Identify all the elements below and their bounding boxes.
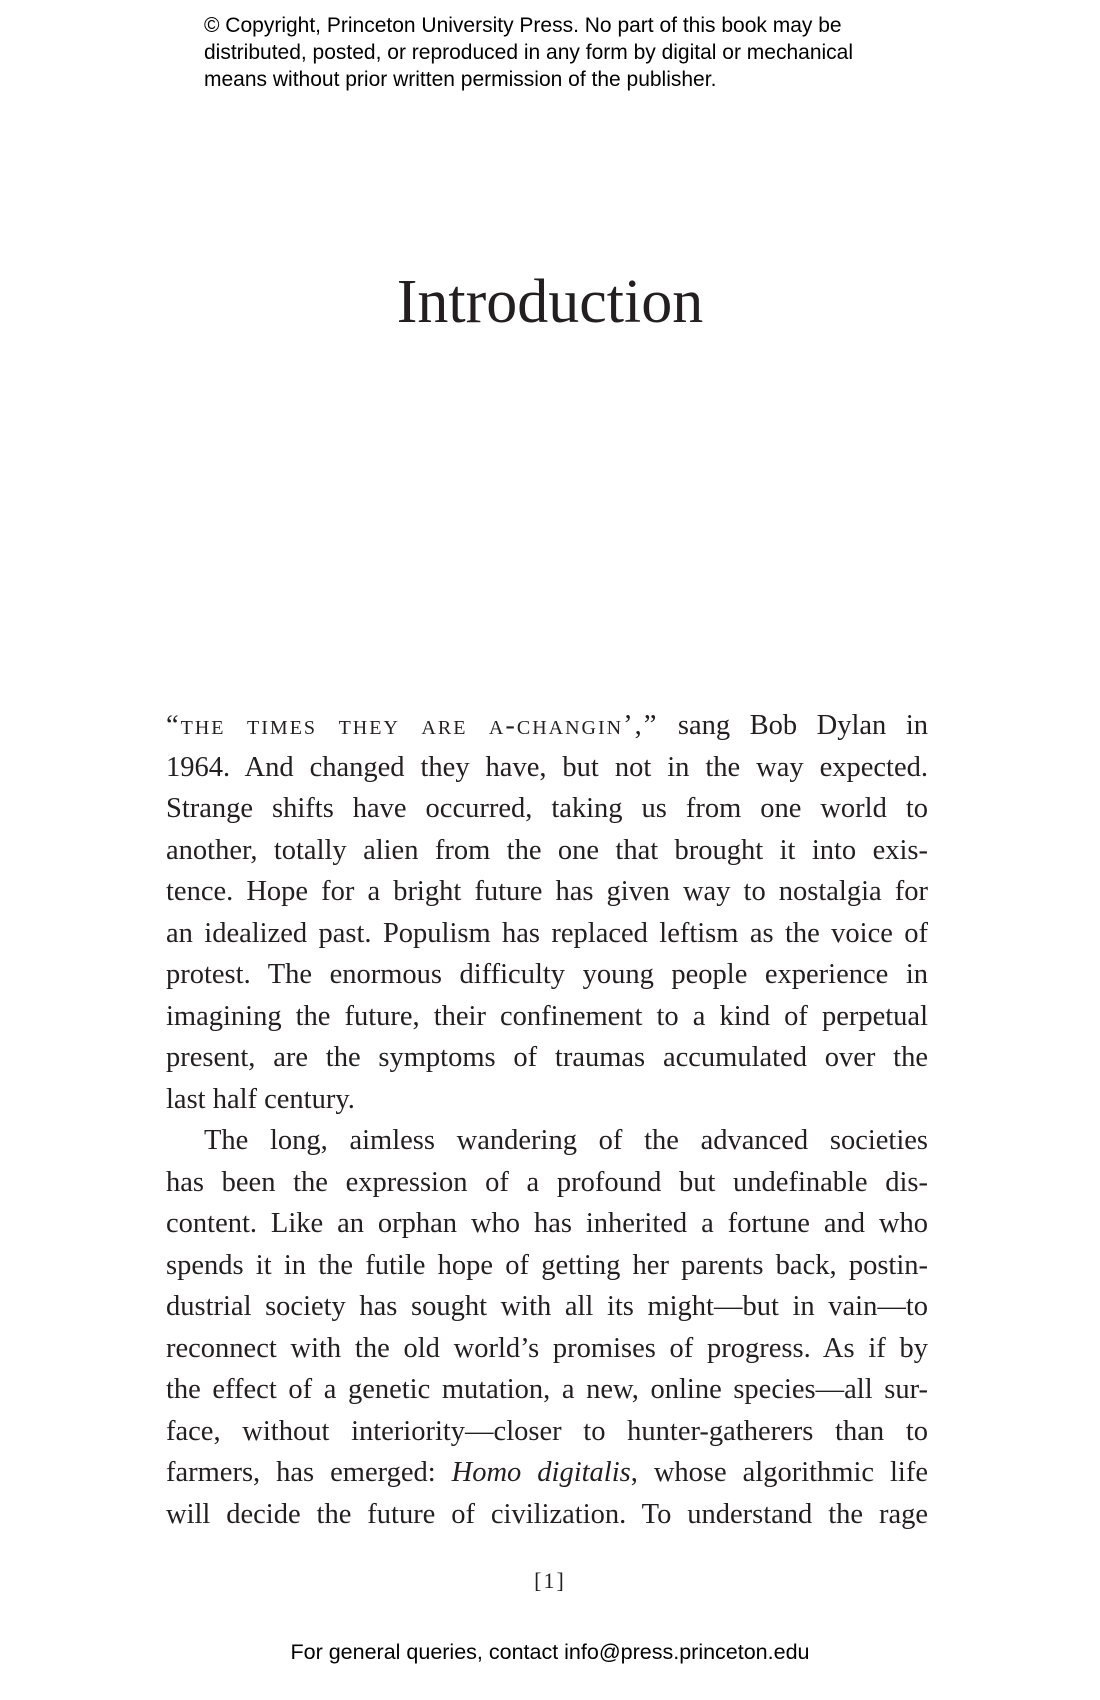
- footer-contact: For general queries, contact info@press.princeton.edu: [290, 1640, 810, 1664]
- copyright-line: means without prior written permission of the publisher.: [204, 68, 717, 91]
- text-line: imagining the future, their confinement to a kind of perpetual: [166, 1000, 928, 1032]
- text-line: another, totally alien from the one that brought it into exis-: [166, 834, 928, 866]
- chapter-title: Introduction: [396, 268, 704, 336]
- text-line-fragment: , whose algorithmic life: [630, 1457, 928, 1488]
- paragraph-1: [166, 705, 928, 1120]
- text-line: last half century.: [166, 1083, 355, 1115]
- text-line: The long, aimless wandering of the advanced societies: [204, 1125, 928, 1156]
- text-line: face, without interiority—closer to hunter-gatherers than to: [166, 1415, 928, 1447]
- text-line: Strange shifts have occurred, taking us from one world to: [166, 793, 928, 824]
- text-line-fragment: sang Bob Dylan in: [658, 710, 928, 741]
- copyright-line: distributed, posted, or reproduced in any form by digital or mechanical: [204, 41, 854, 64]
- copyright-notice: [204, 12, 924, 93]
- text-line: dustrial society has sought with all its might—but in vain—to: [166, 1291, 928, 1322]
- text-line: will decide the future of civilization. To understand the rage: [166, 1498, 928, 1530]
- text-line: the effect of a genetic mutation, a new, online species—all sur-: [166, 1374, 928, 1405]
- opening-small-caps: “the times they are a-changin’,”: [166, 710, 659, 741]
- page-number: [1]: [534, 1568, 566, 1593]
- body-text: [166, 705, 928, 1535]
- text-line: [166, 705, 928, 747]
- text-line: tence. Hope for a bright future has given way to nostalgia for: [166, 876, 928, 907]
- text-line: present, are the symptoms of traumas accumulated over the: [166, 1042, 928, 1073]
- text-line: 1964. And changed they have, but not in the way expected.: [166, 751, 928, 783]
- copyright-line: © Copyright, Princeton University Press. No part of this book may be: [204, 14, 842, 37]
- text-line: spends it in the futile hope of getting her parents back, postin-: [166, 1249, 928, 1281]
- italic-term: Homo digitalis: [451, 1457, 631, 1488]
- text-line: an idealized past. Populism has replaced leftism as the voice of: [166, 917, 928, 949]
- text-line: [166, 1452, 928, 1494]
- text-line: reconnect with the old world’s promises of progress. As if by: [166, 1332, 928, 1364]
- text-line: content. Like an orphan who has inherited a fortune and who: [166, 1208, 928, 1239]
- paragraph-2: [166, 1120, 928, 1535]
- text-line: has been the expression of a profound but undefinable dis-: [166, 1166, 928, 1198]
- text-line: protest. The enormous difficulty young people experience in: [166, 959, 928, 990]
- text-line-fragment: farmers, has emerged:: [166, 1457, 452, 1488]
